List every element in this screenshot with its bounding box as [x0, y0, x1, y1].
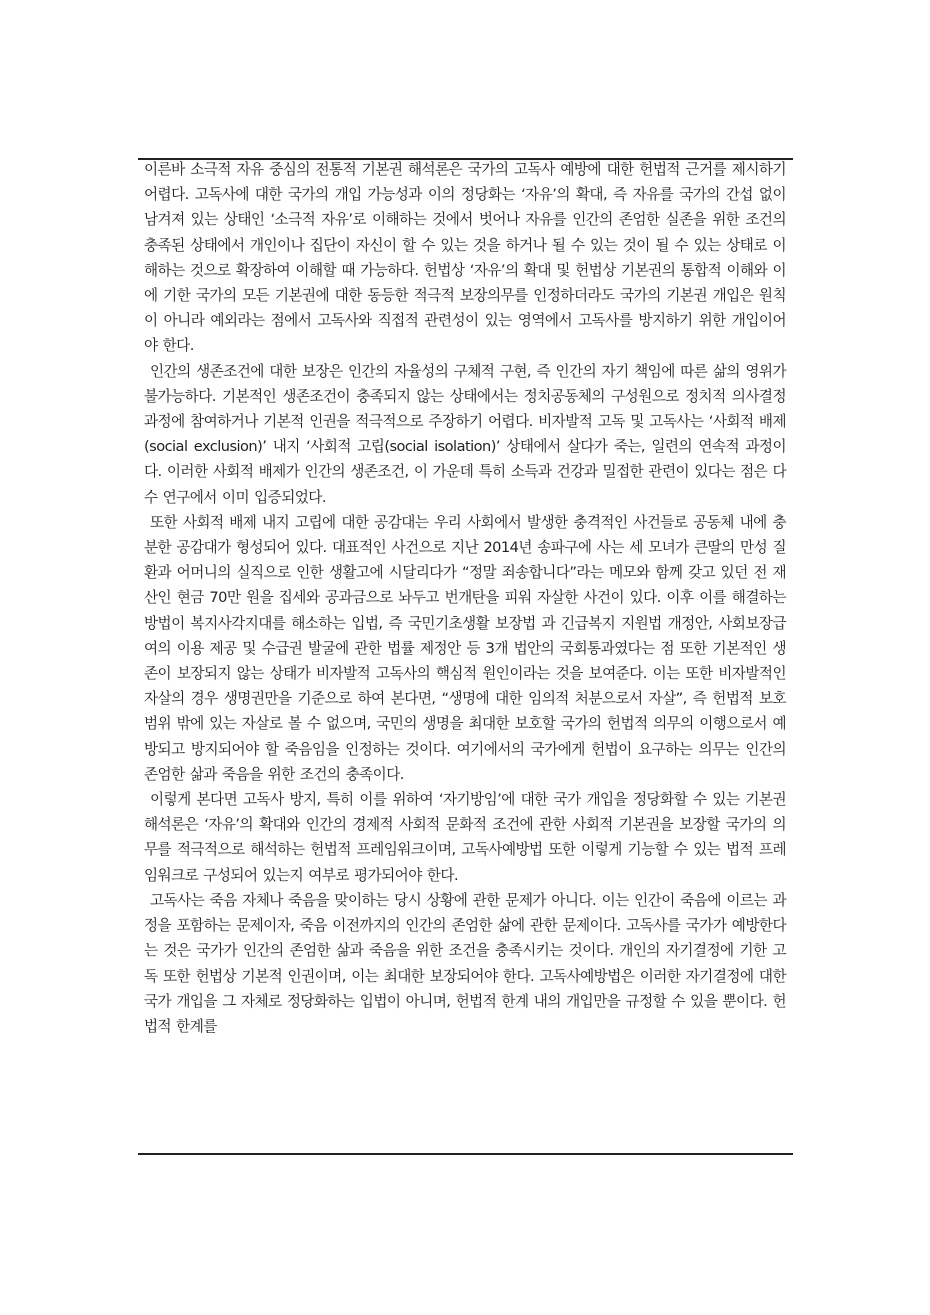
body-text	[144, 157, 786, 1039]
paragraph-1: 이른바 소극적 자유 중심의 전통적 기본권 해석론은 국가의 고독사 예방에 대한 헌법적 근거를 제시하기 어렵다. 고독사에 대한 국가의 개입 가능성과 이의 정당화는 ‘자유’의 확대, 즉 자유를 국가의 간섭 없이 남겨져 있는 상태인 ‘소극적 자유’로 이해하는 것에서 벗어나 자유를 인간의 존엄한 실존을 위한 조건의 충족된 상태에서 개인이나 집단이 자신이 할 수 있는 것을 하거나 될 수 있는 것이 될 수 있는 상태로 이해하는 것으로 확장하여 이해할 때 가능하다. 헌법상 ‘자유’의 확대 및 헌법상 기본권의 통합적 이해와 이에 기한 국가의 모든 기본권에 대한 동등한 적극적 보장의무를 인정하더라도 국가의 기본권 개입은 원칙이 아니라 예외라는 점에서 고독사와 직접적 관련성이 있는 영역에서 고독사를 방지하기 위한 개입이어야 한다.	[144, 161, 786, 355]
bottom-rule	[138, 1153, 793, 1155]
paragraph-5: 고독사는 죽음 자체나 죽음을 맞이하는 당시 상황에 관한 문제가 아니다. 이는 인간이 죽음에 이르는 과정을 포함하는 문제이자, 죽음 이전까지의 인간의 존엄한 삶에 관한 문제이다. 고독사를 국가가 예방한다는 것은 국가가 인간의 존엄한 삶과 죽음을 위한 조건을 충족시키는 것이다. 개인의 자기결정에 기한 고독 또한 헌법상 기본적 인권이며, 이는 최대한 보장되어야 한다. 고독사예방법은 이러한 자기결정에 대한 국가 개입을 그 자체로 정당화하는 입법이 아니며, 헌법적 한계 내의 개입만을 규정할 수 있을 뿐이다. 헌법적 한계를	[144, 891, 786, 1035]
paragraph-2: 인간의 생존조건에 대한 보장은 인간의 자율성의 구체적 구현, 즉 인간의 자기 책임에 따른 삶의 영위가 불가능하다. 기본적인 생존조건이 충족되지 않는 상태에서는 정치공동체의 구성원으로 정치적 의사결정과정에 참여하거나 기본적 인권을 적극적으로 주장하기 어렵다. 비자발적 고독 및 고독사는 ‘사회적 배제(social exclusion)’ 내지 ‘사회적 고립(social isolation)’ 상태에서 살다가 죽는, 일련의 연속적 과정이다. 이러한 사회적 배제가 인간의 생존조건, 이 가운데 특히 소득과 건강과 밀접한 관련이 있다는 점은 다수 연구에서 이미 입증되었다.	[144, 362, 786, 506]
paragraph-3: 또한 사회적 배제 내지 고립에 대한 공감대는 우리 사회에서 발생한 충격적인 사건들로 공동체 내에 충분한 공감대가 형성되어 있다. 대표적인 사건으로 지난 2014년 송파구에 사는 세 모녀가 큰딸의 만성 질환과 어머니의 실직으로 인한 생활고에 시달리다가 “정말 죄송합니다”라는 메모와 함께 갖고 있던 전 재산인 현금 70만 원을 집세와 공과금으로 놔두고 번개탄을 피워 자살한 사건이 있다. 이후 이를 해결하는 방법이 복지사각지대를 해소하는 입법, 즉 국민기초생활 보장법 과 긴급복지 지원법 개정안, 사회보장급여의 이용 제공 및 수급권 발굴에 관한 법률 제정안 등 3개 법안의 국회통과였다는 점 또한 기본적인 생존이 보장되지 않는 상태가 비자발적 고독사의 핵심적 원인이라는 것을 보여준다. 이는 또한 비자발적인 자살의 경우 생명권만을 기준으로 하여 본다면, “생명에 대한 임의적 처분으로서 자살”, 즉 헌법적 보호범위 밖에 있는 자살로 볼 수 없으며, 국민의 생명을 최대한 보호할 국가의 헌법적 의무의 이행으로서 예방되고 방지되어야 할 죽음임을 인정하는 것이다. 여기에서의 국가에게 헌법이 요구하는 의무는 인간의 존엄한 삶과 죽음을 위한 조건의 충족이다.	[144, 513, 786, 783]
paragraph-4: 이렇게 본다면 고독사 방지, 특히 이를 위하여 ‘자기방임’에 대한 국가 개입을 정당화할 수 있는 기본권 해석론은 ‘자유’의 확대와 인간의 경제적 사회적 문화적 조건에 관한 사회적 기본권을 보장할 국가의 의무를 적극적으로 해석하는 헌법적 프레임워크이며, 고독사예방법 또한 이렇게 기능할 수 있는 법적 프레임워크로 구성되어 있는지 여부로 평가되어야 한다.	[144, 791, 786, 884]
